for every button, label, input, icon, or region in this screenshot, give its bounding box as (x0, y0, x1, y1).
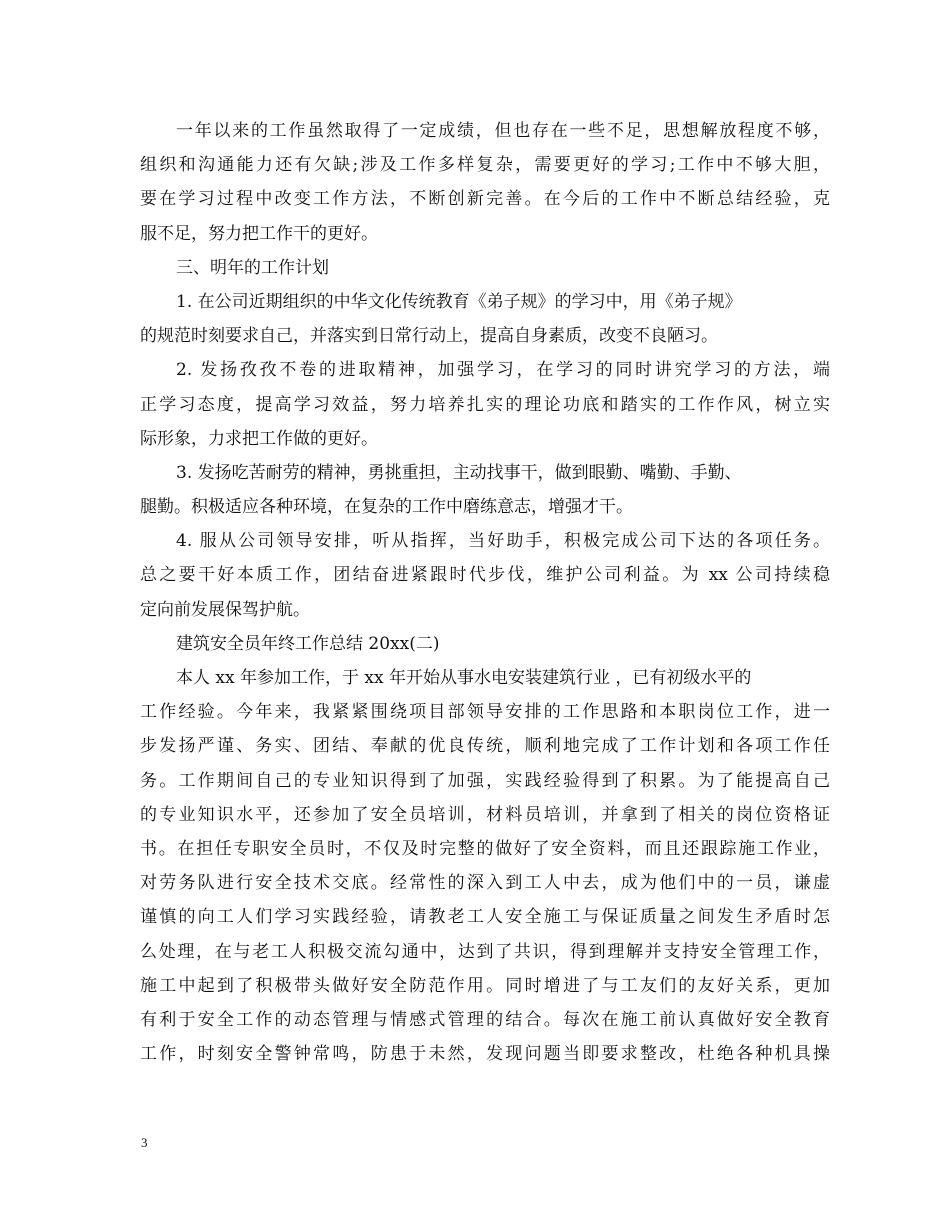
paragraph-line: 际形象，力求把工作做的更好。 (140, 428, 378, 449)
document-body (140, 114, 830, 1071)
paragraph-line: 务。工作期间自己的专业知识得到了加强，实践经验得到了积累。为了能提高自己 (140, 770, 830, 791)
paragraph-line: 组织和沟通能力还有欠缺;涉及工作多样复杂，需要更好的学习;工作中不够大胆， (140, 155, 830, 176)
section-title: 建筑安全员年终工作总结 20xx(二) (176, 633, 440, 654)
paragraph-line: 腿勤。积极适应各种环境，在复杂的工作中磨练意志，增强才干。 (140, 497, 633, 518)
paragraph-line: 2. 发扬孜孜不卷的进取精神，加强学习，在学习的同时讲究学习的方法，端 (176, 360, 830, 381)
paragraph-line: 工作，时刻安全警钟常鸣，防患于未然，发现问题当即要求整改，杜绝各种机具操 (140, 1044, 830, 1065)
paragraph-line: 定向前发展保驾护航。 (140, 599, 310, 620)
paragraph-line: 3. 发扬吃苦耐劳的精神，勇挑重担，主动找事干，做到眼勤、嘴勤、手勤、 (176, 462, 742, 483)
paragraph-line: 谨慎的向工人们学习实践经验，请教老工人安全施工与保证质量之间发生矛盾时怎 (140, 907, 830, 928)
paragraph-line: 要在学习过程中改变工作方法，不断创新完善。在今后的工作中不断总结经验，克 (140, 189, 830, 210)
paragraph-line: 的规范时刻要求自己，并落实到日常行动上，提高自身素质，改变不良陋习。 (140, 326, 718, 347)
section-heading: 三、明年的工作计划 (176, 257, 329, 278)
paragraph-line: 有利于安全工作的动态管理与情感式管理的结合。每次在施工前认真做好安全教育 (140, 1009, 830, 1030)
paragraph-line: 本人 xx 年参加工作，于 xx 年开始从事水电安装建筑行业 ，已有初级水平的 (176, 668, 752, 688)
paragraph-line: 施工中起到了积极带头做好安全防范作用。同时增进了与工友们的友好关系，更加 (140, 975, 830, 996)
paragraph-line: 对劳务队进行安全技术交底。经常性的深入到工人中去，成为他们中的一员，谦虚 (140, 873, 830, 894)
paragraph-line: 1. 在公司近期组织的中华文化传统教育《弟子规》的学习中，用《弟子规》 (176, 291, 742, 312)
paragraph-line: 的专业知识水平，还参加了安全员培训，材料员培训，并拿到了相关的岗位资格证 (140, 804, 830, 825)
page-number: 3 (141, 1135, 148, 1150)
paragraph-line: 服不足，努力把工作干的更好。 (140, 223, 378, 244)
paragraph-line: 么处理，在与老工人积极交流勾通中，达到了共识，得到理解并支持安全管理工作， (140, 941, 830, 962)
paragraph-line: 工作经验。今年来，我紧紧围绕项目部领导安排的工作思路和本职岗位工作，进一 (140, 702, 830, 723)
paragraph-line: 一年以来的工作虽然取得了一定成绩，但也存在一些不足，思想解放程度不够， (176, 121, 830, 141)
paragraph-line: 书。在担任专职安全员时，不仅及时完整的做好了安全资料，而且还跟踪施工作业， (140, 838, 830, 859)
paragraph-line: 总之要干好本质工作，团结奋进紧跟时代步伐，维护公司利益。为 xx 公司持续稳 (140, 565, 830, 586)
paragraph-line: 4. 服从公司领导安排，听从指挥，当好助手，积极完成公司下达的各项任务。 (176, 531, 830, 552)
paragraph-line: 正学习态度，提高学习效益，努力培养扎实的理论功底和踏实的工作作风，树立实 (140, 394, 830, 415)
paragraph-line: 步发扬严谨、务实、团结、奉献的优良传统，顺利地完成了工作计划和各项工作任 (140, 736, 830, 757)
